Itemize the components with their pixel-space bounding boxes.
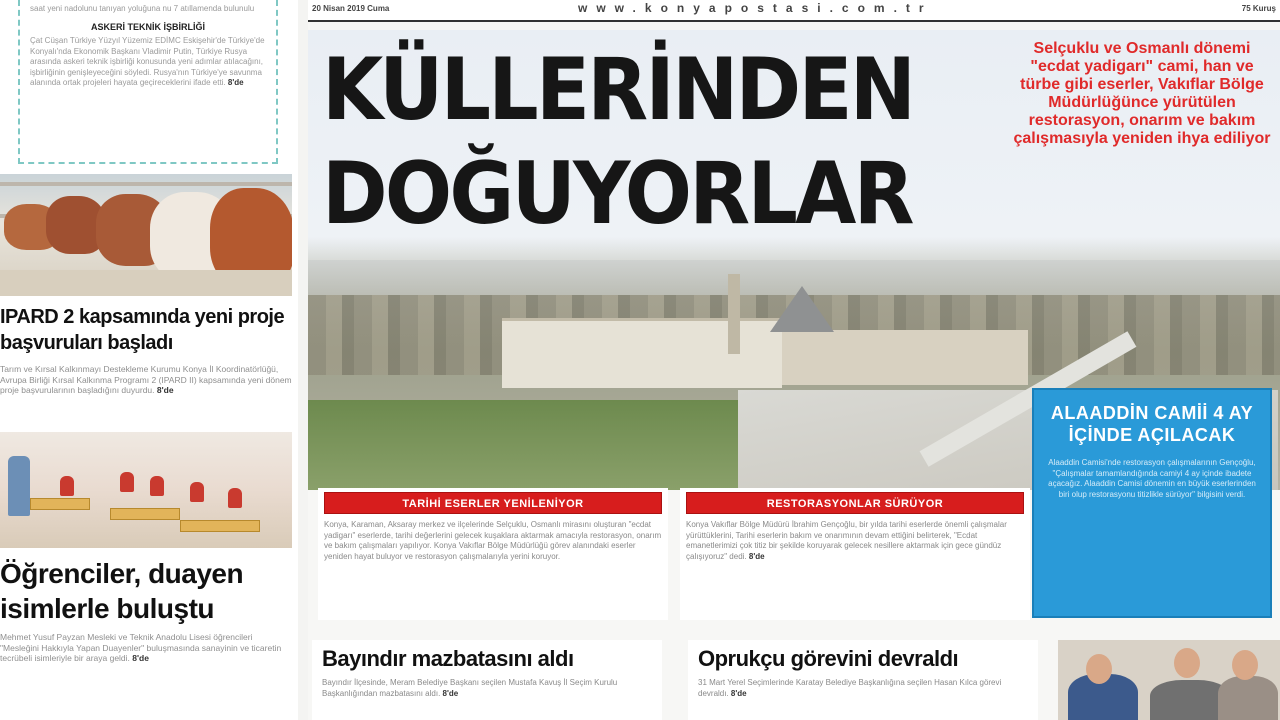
- ipard-headline[interactable]: IPARD 2 kapsamında yeni proje başvuruları başladı: [0, 306, 285, 354]
- students-body: Mehmet Yusuf Payzan Mesleki ve Teknik Anadolu Lisesi öğrencileri "Mesleğini Hakkıyla Yapan Duayenler" buluşmasında sanayinin ve ticaretin tecrübeli isimleriyle bir araya geldi. 8'de: [0, 632, 282, 663]
- officials-photo: [1058, 640, 1280, 720]
- section-text: Konya, Karaman, Aksaray merkez ve ilçelerinde Selçuklu, Osmanlı mirasını oluşturan "ecdat yadigarı" eserlerde, tarihi değerlerini gelecek kuşaklara aktarmak amacıyla restorasyon, onarım ve bakım çalışmaları yapılıyor. Konya Vakıflar Bölge Müdürlüğü görev alanındaki eserler yeniden hayat buluyor ve restorasyon çalışmalarıyla yerini koruyor.: [324, 520, 662, 561]
- page-ref-tag: 8'de: [748, 551, 765, 561]
- column-gutter: [298, 0, 308, 720]
- section-label: TARİHİ ESERLER YENİLENİYOR: [324, 492, 662, 514]
- masthead-strip: [308, 0, 1280, 22]
- blue-box-title[interactable]: ALAADDİN CAMİİ 4 AY İÇİNDE AÇILACAK: [1050, 403, 1254, 445]
- headline-deck: Selçuklu ve Osmanlı dönemi "ecdat yadigarı" cami, han ve türbe gibi eserler, Vakıflar Bölge Müdürlüğünce yürütülen restorasyon, onarım ve bakım çalışmasıyla yeniden ihya ediliyor: [1013, 40, 1271, 147]
- cattle-photo: [0, 174, 292, 296]
- news-headline[interactable]: Bayındır mazbatasını aldı: [322, 646, 574, 671]
- section-label: RESTORASYONLAR SÜRÜYOR: [686, 492, 1024, 514]
- students-headline[interactable]: Öğrenciler, duayen isimlerle buluştu: [0, 558, 244, 624]
- page-ref-tag: 8'de: [156, 385, 174, 395]
- blue-box-body: Alaaddin Camisi'nde restorasyon çalışmalarının Gençoğlu, "Çalışmalar tamamlandığında camiyi 4 ay içinde ibadete açacağız. Alaaddin Camisi dönemin en büyük eserlerinden biri olup restorasyonu titizlikle sürüyor" bilgisini verdi.: [1048, 458, 1256, 499]
- news-headline[interactable]: Oprukçu görevini devraldı: [698, 646, 959, 671]
- minaret: [728, 274, 740, 354]
- issue-date: 20 Nisan 2019 Cuma: [312, 4, 390, 13]
- military-cooperation-box: [18, 0, 278, 164]
- issue-price: 75 Kuruş: [1241, 4, 1276, 13]
- alaaddin-mosque-box: [1032, 388, 1272, 618]
- classroom-photo: [0, 432, 292, 548]
- page-ref-tag: 8'de: [730, 688, 747, 698]
- news-body: 31 Mart Yerel Seçimlerinde Karatay Belediye Başkanlığına seçilen Hasan Kılca görevi devraldı. 8'de: [698, 678, 1002, 698]
- box-top-text: saat yeni nadolunu tanıyan yoluğuna nu 7 atıllamenda bulunulu: [30, 4, 255, 13]
- restorations-section: [680, 488, 1030, 620]
- front-page-main: [308, 0, 1280, 720]
- bayindir-news: [312, 640, 662, 720]
- oprukcu-news: [688, 640, 1038, 720]
- main-headline[interactable]: KÜLLERİNDEN DOĞUYORLAR: [322, 40, 914, 244]
- news-body: Bayındır İlçesinde, Meram Belediye Başkanı seçilen Mustafa Kavuş İl Seçim Kurulu Başkanlığından mazbatasını aldı. 8'de: [322, 678, 618, 698]
- ipard-body: Tarım ve Kırsal Kalkınmayı Destekleme Kurumu Konya İl Koordinatörlüğü, Avrupa Birliği Kırsal Kalkınma Programı 2 (IPARD II) kapsamında yeni dönem proje başvurularının başladığını duyurdu. 8'de: [0, 364, 292, 395]
- page-ref-tag: 8'de: [442, 688, 459, 698]
- website-url[interactable]: www.konyapostasi.com.tr: [578, 1, 933, 15]
- page-ref-tag: 8'de: [227, 78, 244, 87]
- box-title: ASKERİ TEKNİK İŞBİRLİĞİ: [90, 22, 205, 32]
- section-text: Konya Vakıflar Bölge Müdürü İbrahim Gençoğlu, bir yılda tarihi eserlerde önemli çalışmalar yürüttüklerini, Tarihi eserlerin bakım ve onarımının devam ettiğini belirterek, "Ecdat emanetlerimizi çok titiz bir şekilde koruyarak gelecek nesillere aktarmak için gece gündüz çalışıyoruz" dedi. 8'de: [686, 520, 1007, 561]
- left-column: [0, 0, 298, 720]
- box-body: Çat Cüşan Türkiye Yüzyıl Yüzemiz EDİMC Eskişehir'de Türkiye'de Konyalı'nda Ekonomik Başkanı Vladimir Putin, Türkiye Rusya arasında askeri teknik işbirliği konusunda yeni adımlar atılacağını, işbirliğinin genişleyeceğini söyledi. Rusya'nın Türkiye'ye savunma alanında ortak projeleri hayata geçireceklerini ifade etti. 8'de: [30, 36, 265, 87]
- page-ref-tag: 8'de: [132, 653, 149, 663]
- historic-works-section: [318, 488, 668, 620]
